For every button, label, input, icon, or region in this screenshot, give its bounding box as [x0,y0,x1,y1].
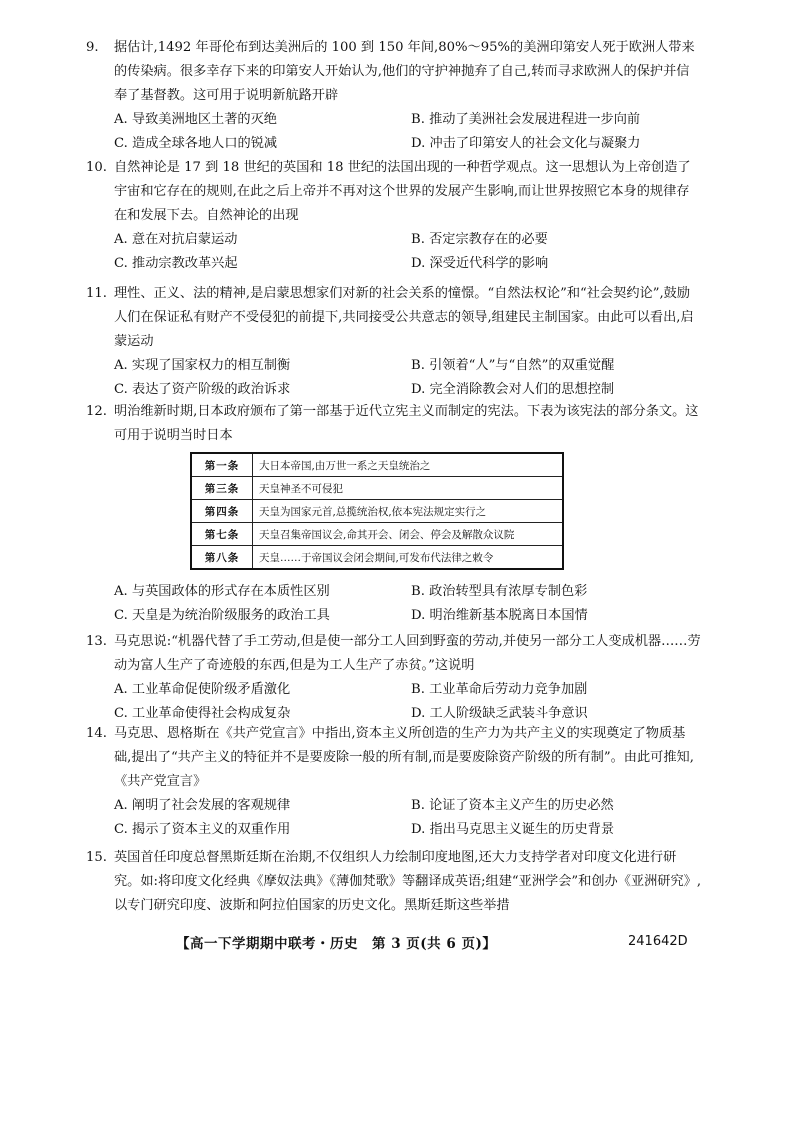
option-a[interactable]: A. 实现了国家权力的相互制衡 [114,358,291,373]
question-number: 14. [86,726,107,741]
option-row [86,228,702,252]
option-b[interactable]: B. 政治转型具有浓厚专制色彩 [411,584,588,599]
option-b[interactable]: B. 推动了美洲社会发展进程进一步向前 [411,112,641,127]
question-12 [86,400,702,448]
option-row [86,580,702,604]
question-15 [86,846,702,918]
question-text: 理性、正义、法的精神,是启蒙思想家们对新的社会关系的憧憬。“自然法权论”和“社会契约论”,鼓励人们在保证私有财产不受侵犯的前提下,共同接受公共意志的领导,组建民主制国家。由此可以看出,启蒙运动 [114,286,694,349]
option-d[interactable]: D. 冲击了印第安人的社会文化与凝聚力 [411,136,641,151]
option-row [86,378,702,402]
option-a[interactable]: A. 阐明了社会发展的客观规律 [114,798,291,813]
option-d[interactable]: D. 深受近代科学的影响 [411,256,549,271]
option-c[interactable]: C. 工业革命使得社会构成复杂 [114,706,291,721]
constitution-table [190,452,564,570]
option-row [86,132,702,156]
option-a[interactable]: A. 意在对抗启蒙运动 [114,232,238,247]
table-row [191,546,563,570]
question-text: 明治维新时期,日本政府颁布了第一部基于近代立宪主义而制定的宪法。下表为该宪法的部分条文。这可用于说明当时日本 [114,404,699,443]
option-d[interactable]: D. 明治维新基本脱离日本国情 [411,608,588,623]
table-row [191,500,563,523]
option-b[interactable]: B. 工业革命后劳动力竞争加剧 [411,682,588,697]
option-d[interactable]: D. 完全消除教会对人们的思想控制 [411,382,615,397]
option-row [86,794,702,818]
question-number: 10. [86,160,107,175]
option-row [86,604,702,628]
option-a[interactable]: A. 导致美洲地区土著的灭绝 [114,112,277,127]
article-content: 天皇神圣不可侵犯 [253,477,564,500]
question-12-options [86,580,702,628]
article-content: 天皇……于帝国议会闭会期间,可发布代法律之敕令 [253,546,564,570]
question-11 [86,282,702,402]
article-content: 天皇为国家元首,总揽统治权,依本宪法规定实行之 [253,500,564,523]
article-content: 大日本帝国,由万世一系之天皇统治之 [253,453,564,477]
table-row [191,453,563,477]
option-b[interactable]: B. 引领着“人”与“自然”的双重觉醒 [411,358,615,373]
option-c[interactable]: C. 推动宗教改革兴起 [114,256,238,271]
page-footer: 【高一下学期期中联考・历史 第 3 页(共 6 页)】 [176,936,497,952]
option-a[interactable]: A. 与英国政体的形式存在本质性区别 [114,584,330,599]
question-text: 马克思说:“机器代替了手工劳动,但是使一部分工人回到野蛮的劳动,并使另一部分工人变成机器……劳动为富人生产了奇迹般的东西,但是为工人生产了赤贫。”这说明 [114,634,701,673]
option-c[interactable]: C. 表达了资产阶级的政治诉求 [114,382,291,397]
option-row [86,354,702,378]
article-content: 天皇召集帝国议会,命其开会、闭会、停会及解散众议院 [253,523,564,546]
exam-code: 241642D [628,934,688,949]
option-b[interactable]: B. 否定宗教存在的必要 [411,232,548,247]
option-row [86,252,702,276]
question-10 [86,156,702,276]
question-text: 自然神论是 17 到 18 世纪的英国和 18 世纪的法国出现的一种哲学观点。这一思想认为上帝创造了宇宙和它存在的规则,在此之后上帝并不再对这个世界的发展产生影响,而让世界按照它本身的规律存在和发展下去。自然神论的出现 [114,160,691,223]
option-a[interactable]: A. 工业革命促使阶级矛盾激化 [114,682,291,697]
option-c[interactable]: C. 揭示了资本主义的双重作用 [114,822,291,837]
article-number: 第七条 [191,523,253,546]
question-14 [86,722,702,842]
question-text: 英国首任印度总督黑斯廷斯在治期,不仅组织人力绘制印度地图,还大力支持学者对印度文化进行研究。如:将印度文化经典《摩奴法典》《薄伽梵歌》等翻译成英语;组建“亚洲学会”和创办《亚洲研究》,以专门研究印度、波斯和阿拉伯国家的历史文化。黑斯廷斯这些举措 [114,850,702,913]
question-text: 据估计,1492 年哥伦布到达美洲后的 100 到 150 年间,80%～95%的美洲印第安人死于欧洲人带来的传染病。很多幸存下来的印第安人开始认为,他们的守护神抛弃了自己,转而寻求欧洲人的保护并信奉了基督教。这可用于说明新航路开辟 [114,40,695,103]
question-number: 9. [86,40,99,55]
option-b[interactable]: B. 论证了资本主义产生的历史必然 [411,798,614,813]
question-text: 马克思、恩格斯在《共产党宣言》中指出,资本主义所创造的生产力为共产主义的实现奠定了物质基础,提出了“共产主义的特征并不是要废除一般的所有制,而是要废除资产阶级的所有制”。由此可推知,《共产党宣言》 [114,726,694,789]
article-number: 第八条 [191,546,253,570]
question-number: 11. [86,286,107,301]
article-number: 第三条 [191,477,253,500]
question-number: 15. [86,850,107,865]
option-c[interactable]: C. 天皇是为统治阶级服务的政治工具 [114,608,330,623]
table-row [191,477,563,500]
option-row [86,108,702,132]
option-c[interactable]: C. 造成全球各地人口的锐减 [114,136,278,151]
question-number: 13. [86,634,107,649]
option-row [86,818,702,842]
article-number: 第四条 [191,500,253,523]
question-13 [86,630,702,726]
option-row [86,678,702,702]
question-9 [86,36,702,156]
article-number: 第一条 [191,453,253,477]
table-row [191,523,563,546]
option-d[interactable]: D. 工人阶级缺乏武装斗争意识 [411,706,588,721]
option-d[interactable]: D. 指出马克思主义诞生的历史背景 [411,822,615,837]
question-number: 12. [86,404,107,419]
